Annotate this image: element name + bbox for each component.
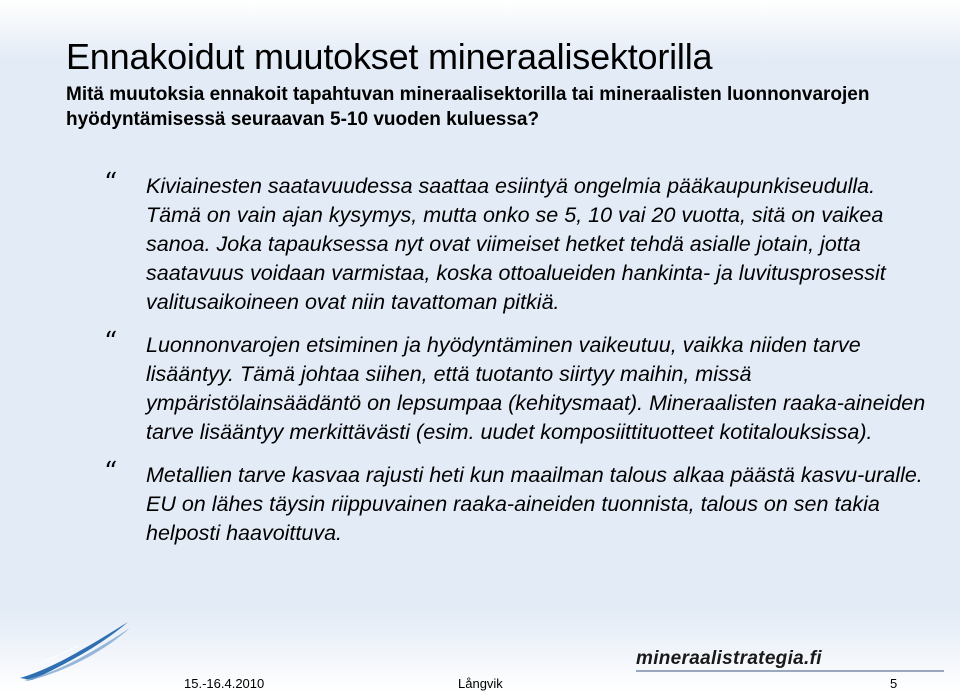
bullet-item: [0, 327, 960, 447]
footer-divider: [636, 670, 944, 672]
bullet-text: Kiviainesten saatavuudessa saattaa esiintyä ongelmia pääkaupunkiseudulla. Tämä on vain ajan kysymys, mutta onko se 5, 10 vai 20 vuotta, sitä on vaikea sanoa. Joka tapauksessa nyt ovat viimeiset hetket tehdä asialle jotain, jotta saatavuus voidaan varmistaa, koska ottoalueiden hankinta- ja luvitusprosessit valitusaikoineen ovat niin tavattoman pitkiä.: [146, 174, 886, 314]
slide-title: Ennakoidut muutokset mineraalisektorilla: [66, 36, 713, 77]
bullet-list: [0, 168, 960, 562]
footer-date: 15.-16.4.2010: [184, 676, 265, 691]
bullet-text: Luonnonvarojen etsiminen ja hyödyntäminen vaikeutuu, vaikka niiden tarve lisääntyy. Tämä johtaa siihen, että tuotanto siirtyy maihin, missä ympäristölainsäädäntö on lepsumpaa (kehitysmaat). Mineraalisten raaka-aineiden tarve lisääntyy merkittävästi (esim. uudet komposiittituotteet kotitalouksissa).: [146, 333, 926, 444]
bullet-item: [0, 457, 960, 548]
quote-bullet-icon: “: [104, 327, 118, 357]
page-number: 5: [890, 676, 898, 691]
bullet-item: [0, 168, 960, 317]
bullet-text: Metallien tarve kasvaa rajusti heti kun maailman talous alkaa päästä kasvu-uralle. EU on lähes täysin riippuvainen raaka-aineiden tuonnista, talous on sen takia helposti haavoittuva.: [146, 463, 923, 545]
quote-bullet-icon: “: [104, 168, 118, 198]
swoosh-logo-icon: [18, 618, 134, 682]
slide-subtitle: Mitä muutoksia ennakoit tapahtuvan mineraalisektorilla tai mineraalisten luonnonvarojen hyödyntämisessä seuraavan 5-10 vuoden kuluessa?: [66, 84, 870, 130]
footer-author: Långvik: [458, 676, 503, 691]
quote-bullet-icon: “: [104, 457, 118, 487]
brand-logo-text: mineraalistrategia.fi: [636, 648, 822, 669]
